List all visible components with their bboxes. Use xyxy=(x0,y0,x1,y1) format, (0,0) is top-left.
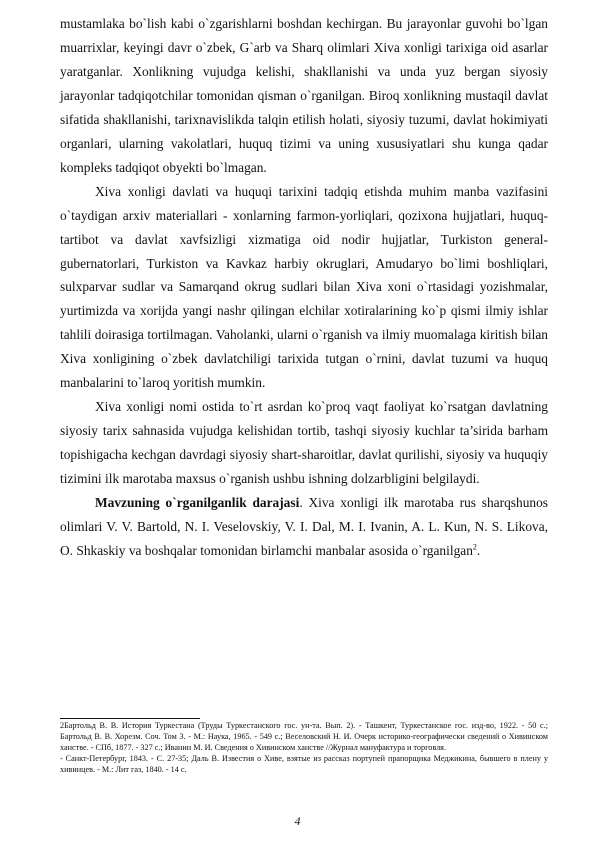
footnote-divider xyxy=(60,718,200,719)
paragraph-2: Xiva xonligi davlati va huquqi tarixini tadqiq etishda muhim manba vazifasini o`taydigan arxiv materiallari - xonlarning farmon-yorliqlari, qozixona hujjatlari, huquq-tartibot va davlat xavfsizligi xizmatiga oid nodir hujjatlar, Turkiston general-gubernatorlari, Turkiston va Kavkaz harbiy okruglari, Amudaryo bo`limi boshliqlari, sulxparvar sudlar va Samarqand okrug sudlari bilan Xiva xoni o`rtasidagi yozishmalar, yurtimizda va xorijda yangi nashr qilingan elchilar xotiralarining ko`p qismi ilmiy ishlar tahlili doirasiga tortilmagan. Vaholanki, ularni o`rganish va ilmiy muomalaga kiritish bilan Xiva xonligining o`zbek davlatchiligi tarixida tutgan o`rnini, davlat tuzumi va huquq manbalarini to`laroq yoritish mumkin. xyxy=(60,183,548,391)
page-number: 4 xyxy=(294,814,301,828)
paragraph-3: Xiva xonligi nomi ostida to`rt asrdan ko`proq vaqt faoliyat ko`rsatgan davlatning siyosiy tarix sahnasida vujudga kelishidan tortib, tashqi siyosiy kuchlar ta’sirida barham topishigacha kechgan davrdagi siyosiy shart-sharoitlar, davlat qurilishi, siyosiy va huquqiy tizimini ilk marotaba maxsus o`rganish ushbu ishning dolzarbligini belgilaydi. xyxy=(60,399,548,487)
body-text xyxy=(60,12,548,563)
paragraph-4-end: . xyxy=(476,542,481,558)
footnotes xyxy=(60,721,548,776)
paragraph-4 xyxy=(60,491,548,563)
paragraph-4-text: . Xiva xonligi ilk marotaba rus sharqshunos olimlari V. V. Bartold, N. I. Veselovskiy, V. I. Dal, M. I. Ivanin, A. L. Kun, N. S. Likova, O. Shkaskiy va boshqalar tomonidan birlamchi manbalar asosida o`rganilgan xyxy=(60,495,548,558)
footnote-ref[interactable]: 2 xyxy=(472,542,477,552)
section-heading: Mavzuning o`rganilganlik darajasi xyxy=(95,495,300,511)
footnote-2: - Санкт-Петербург, 1843. - С. 27-35; Даль В. Известия о Хиве, взятые из рассказ портупей прапорщика Меджикина, бывшего в плену у хивинцев. - М.: Лит газ, 1840. - 14 с. xyxy=(60,753,548,774)
paragraph-1: mustamlaka bo`lish kabi o`zgarishlarni boshdan kechirgan. Bu jarayonlar guvohi bo`lgan muarrixlar, keyingi davr o`zbek, G`arb va Sharq olimlari Xiva xonligi tarixiga oid asarlar yaratganlar. Xonlikning vujudga kelishi, shakllanishi va unda yuz bergan siyosiy jarayonlar tadqiqotchilar tomonidan qisman o`rganilgan. Biroq xonlikning mustaqil davlat sifatida shakllanishi, tarixnavislikda talqin etilish holati, siyosiy tuzumi, davlat hokimiyati organlari, ularning vakolatlari, huquq tizimi va uning xususiyatlari shu kunga qadar kompleks tadqiqot obyekti bo`lmagan. xyxy=(60,16,548,175)
footnote-1: 2Бартольд В. В. История Туркестана (Труды Туркестанского гос. ун-та. Вып. 2). - Ташкент, Туркестанское гос. изд-во, 1922. - 50 с.; Бартольд В. В. Хорезм. Соч. Том 3. - М.: Наука, 1965. - 549 с.; Веселовский Н. И. Очерк историко-географически сведений о Хивинском ханстве. - СПб, 1877. - 327 с.; Иванин М. И. Сведения о Хивинском ханстве //Журнал мануфактура и торговля. xyxy=(60,721,548,752)
